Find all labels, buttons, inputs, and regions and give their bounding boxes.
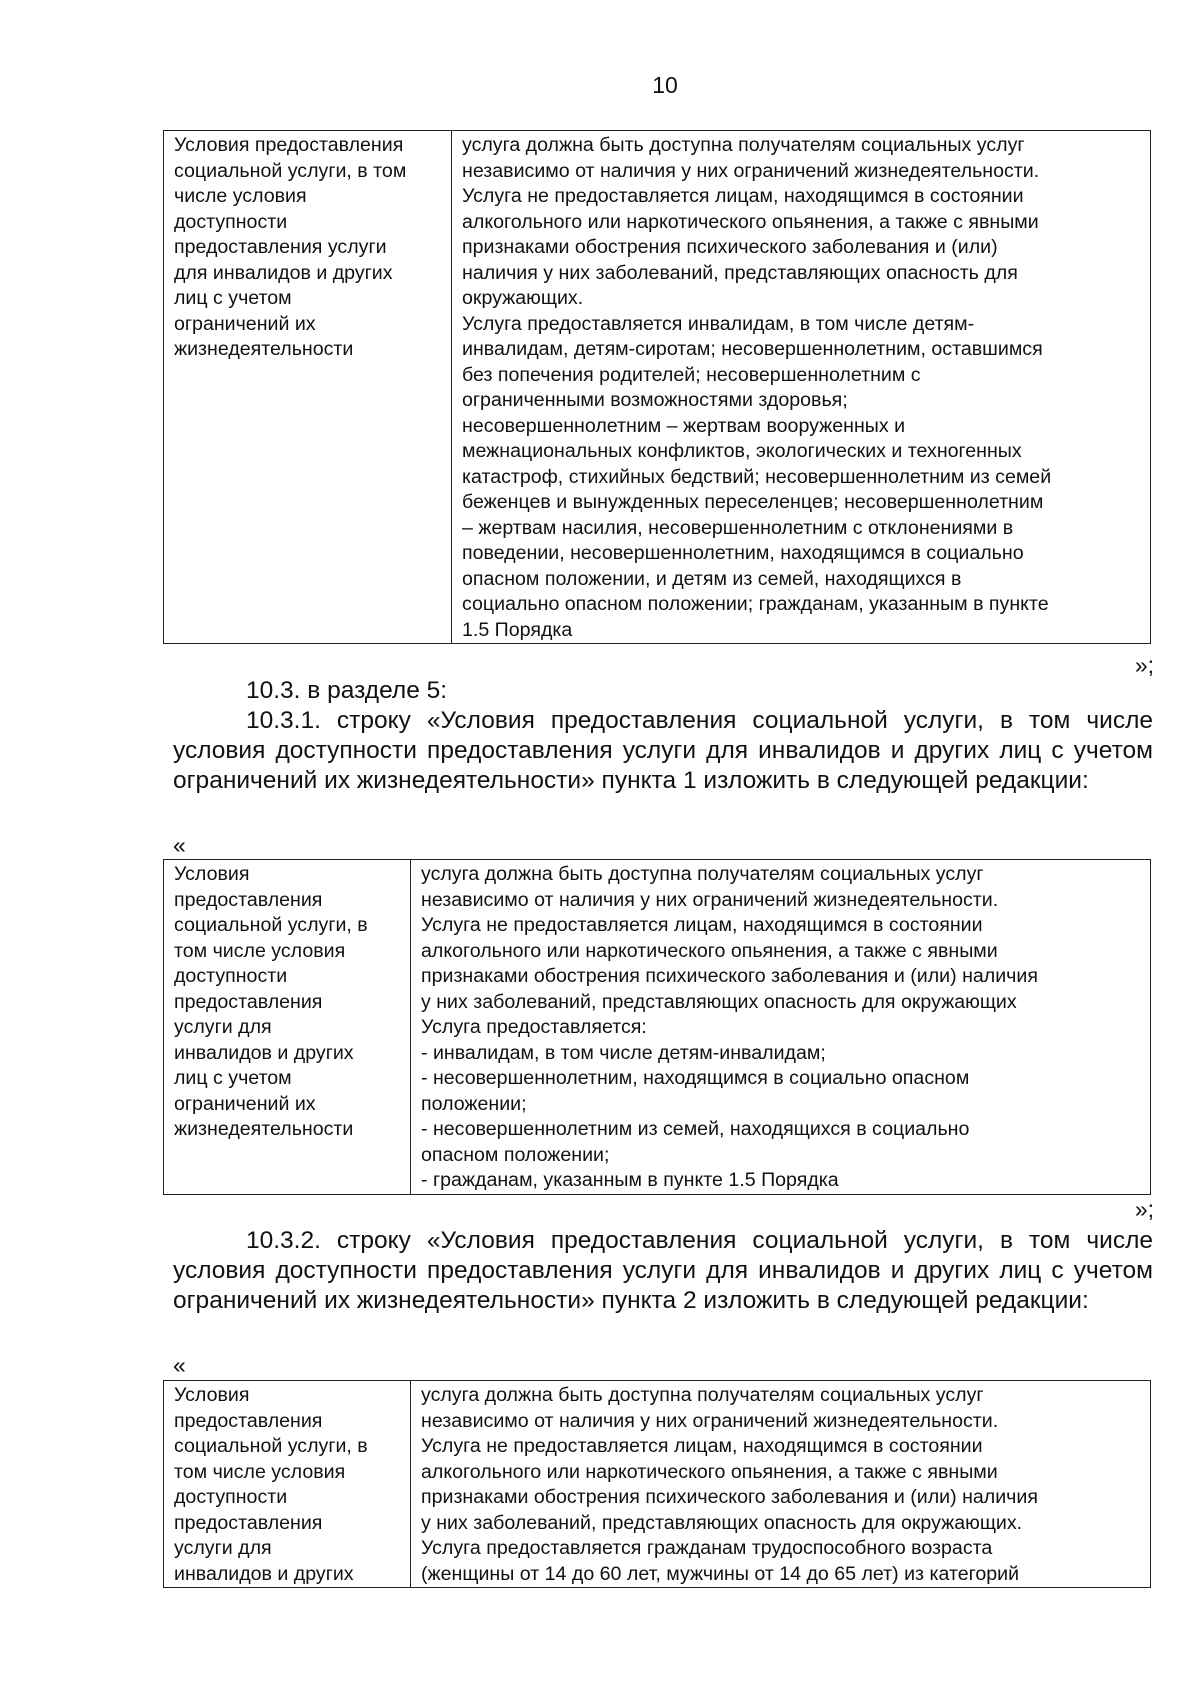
section-heading-text: 10.3. в разделе 5: [246, 677, 448, 704]
paragraph-10-3-2 [173, 1226, 1153, 1316]
paragraph-10-3-1 [173, 706, 1153, 796]
table-row [164, 131, 1151, 644]
conditions-table-item-2 [163, 1380, 1151, 1588]
table-cell-value [411, 860, 1151, 1195]
paragraph-text: 10.3.1. строку «Условия предоставления социальной услуги, в том числе условия доступности предоставления услуги для инвалидов и других лиц с учетом ограничений их жизнедеятельности» пункта 1 изложить в следующей редакции: [173, 707, 1153, 794]
table-cell-label [164, 131, 452, 644]
page-number: 10 [652, 72, 678, 98]
conditions-table-previous [163, 130, 1151, 644]
cell-text: Условия предоставления социальной услуги, в том числе условия доступности предоставления услуги для инвалидов и других лиц с учетом ограничений их жизнедеятельности [174, 863, 368, 1140]
cell-text: Условия предоставления социальной услуги, в том числе условия доступности предоставления услуги для инвалидов и других [174, 1384, 368, 1585]
cell-text: услуга должна быть доступна получателям социальных услуг независимо от наличия у них ограничений жизнедеятельности. Услуга не предоставляется лицам, находящимся в состоянии алкогольного или наркотического опьянения, а также с явными признаками обострения психического заболевания и (или) наличия у них заболеваний, представляющих опасность для окружающих. Услуга предоставляется инвалидам, в том числе детям- инвалидам, детям-сиротам; несовершеннолетним, оставшимся без попечения родителей; несовершеннолетним с ограниченными возможностями здоровья; несовершеннолетним – жертвам вооруженных и межнациональных конфликтов, экологических и техногенных катастроф, стихийных бедствий; несовершеннолетним из семей беженцев и вынужденных переселенцев; несовершеннолетним – жертвам насилия, несовершеннолетним с отклонениями в поведении, несовершеннолетним, находящимся в социально опасном положении, и детям из семей, находящихся в социально опасном положении; гражданам, указанным в пункте 1.5 Порядка [462, 134, 1052, 641]
opening-quote: « [173, 1352, 186, 1378]
table-cell-label [164, 1381, 411, 1588]
table-cell-value [452, 131, 1151, 644]
opening-quote: « [173, 832, 186, 858]
table-cell-value [411, 1381, 1151, 1588]
closing-quote: »; [1134, 652, 1154, 678]
cell-text: услуга должна быть доступна получателям социальных услуг независимо от наличия у них ограничений жизнедеятельности. Услуга не предоставляется лицам, находящимся в состоянии алкогольного или наркотического опьянения, а также с явными признаками обострения психического заболевания и (или) наличия у них заболеваний, представляющих опасность для окружающих Услуга предоставляется: - инвалидам, в том числе детям-инвалидам; - несовершеннолетним, находящимся в социально опасном положении; - несовершеннолетним из семей, находящихся в социально опасном положении; - гражданам, указанным в пункте 1.5 Порядка [421, 863, 1038, 1191]
table-row [164, 860, 1151, 1195]
conditions-table-item-1 [163, 859, 1151, 1195]
closing-quote: »; [1134, 1196, 1154, 1222]
section-heading-10-3 [173, 676, 1153, 706]
table-row [164, 1381, 1151, 1588]
paragraph-text: 10.3.2. строку «Условия предоставления социальной услуги, в том числе условия доступности предоставления услуги для инвалидов и других лиц с учетом ограничений их жизнедеятельности» пункта 2 изложить в следующей редакции: [173, 1227, 1153, 1314]
table-cell-label [164, 860, 411, 1195]
cell-text: услуга должна быть доступна получателям социальных услуг независимо от наличия у них ограничений жизнедеятельности. Услуга не предоставляется лицам, находящимся в состоянии алкогольного или наркотического опьянения, а также с явными признаками обострения психического заболевания и (или) наличия у них заболеваний, представляющих опасность для окружающих. Услуга предоставляется гражданам трудоспособного возраста (женщины от 14 до 60 лет, мужчины от 14 до 65 лет) из категорий [421, 1384, 1038, 1585]
cell-text: Условия предоставления социальной услуги, в том числе условия доступности предоставления услуги для инвалидов и других лиц с учетом ограничений их жизнедеятельности [174, 134, 407, 360]
